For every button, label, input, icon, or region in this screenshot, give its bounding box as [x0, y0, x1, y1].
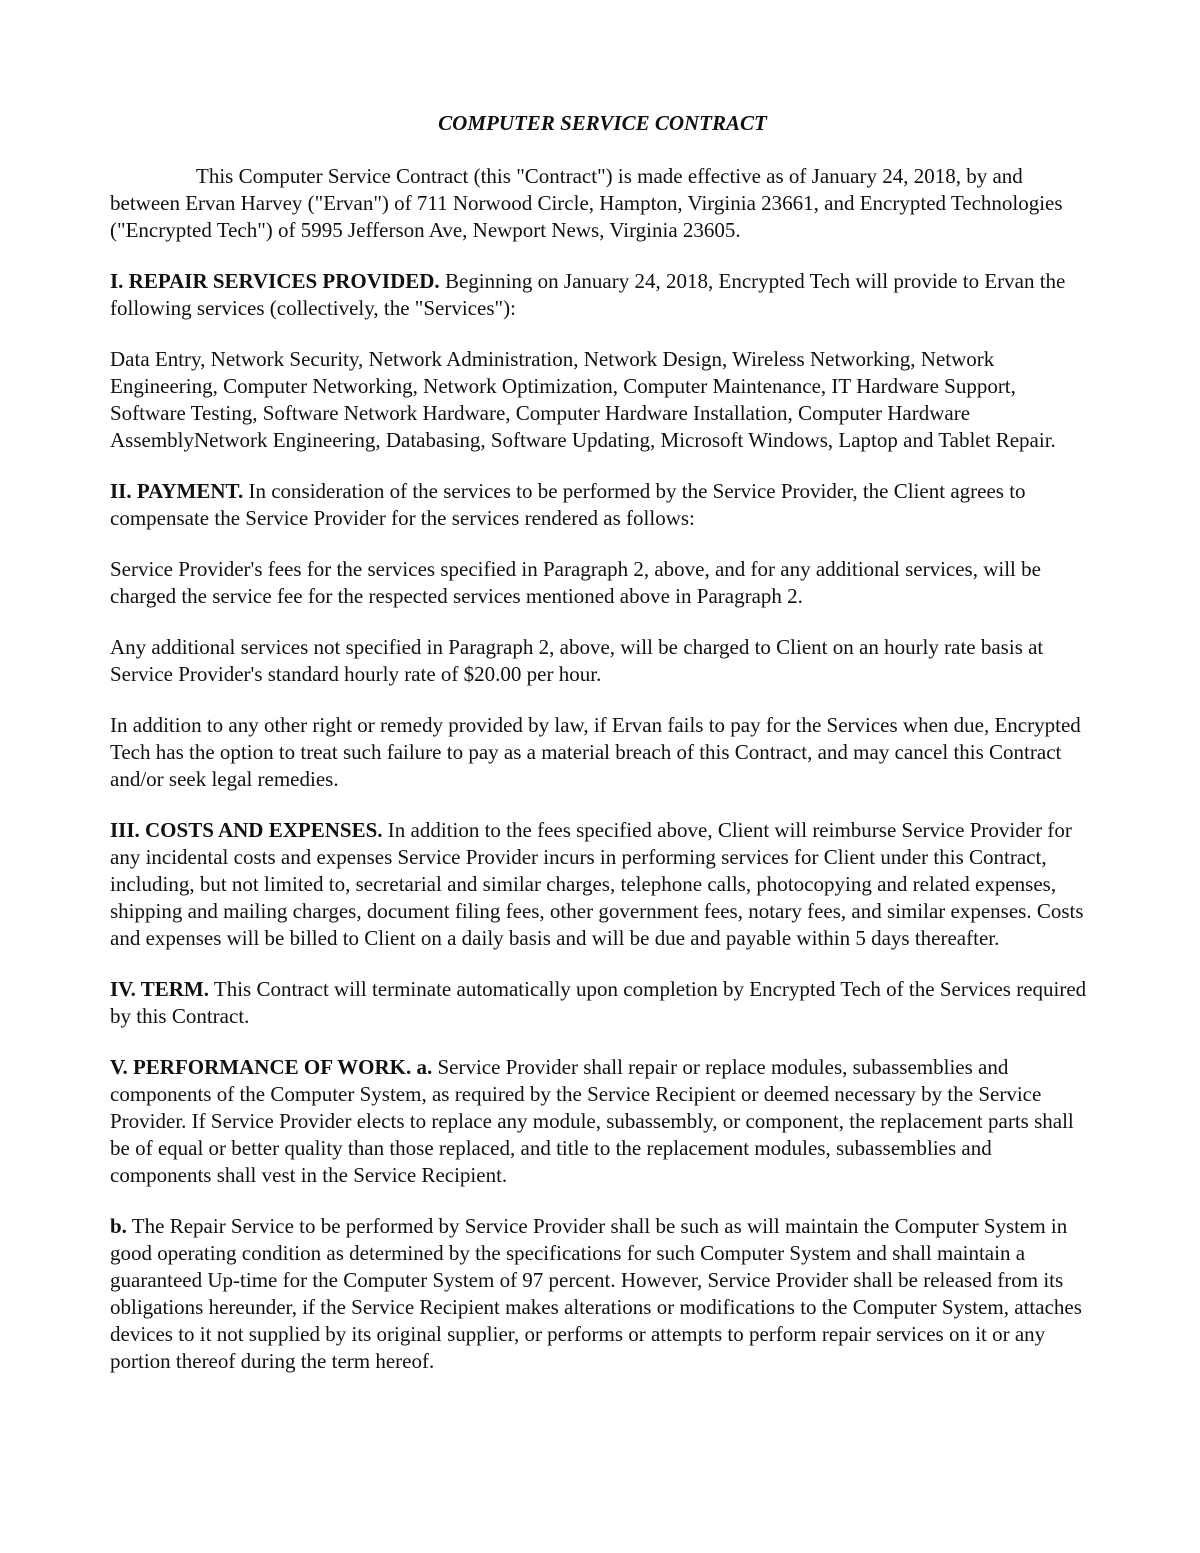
- section-heading: III. COSTS AND EXPENSES.: [110, 818, 383, 842]
- performance-subsection-b: [110, 1213, 1095, 1375]
- intro-paragraph: This Computer Service Contract (this "Contract") is made effective as of January 24, 2018, by and between Ervan Harvey ("Ervan") of 711 Norwood Circle, Hampton, Virginia 23661, and Encrypted Technologies ("Encrypted Tech") of 5995 Jefferson Ave, Newport News, Virginia 23605.: [110, 164, 1063, 242]
- payment-fees-paragraph: Service Provider's fees for the services specified in Paragraph 2, above, and for any additional services, will be charged the service fee for the respected services mentioned above in Paragraph 2.: [110, 557, 1041, 608]
- section-text: Service Provider shall repair or replace modules, subassemblies and components of the Computer System, as required by the Service Recipient or deemed necessary by the Service Provider. If Service Provider elects to replace any module, subassembly, or component, the replacement parts shall be of equal or better quality than those replaced, and title to the replacement modules, subassemblies and components shall vest in the Service Recipient.: [110, 1055, 1074, 1187]
- section-heading: II. PAYMENT.: [110, 479, 244, 503]
- document-page: [110, 110, 1095, 1399]
- section-costs-expenses: [110, 817, 1095, 952]
- section-repair-services: [110, 268, 1095, 322]
- section-heading: V. PERFORMANCE OF WORK. a.: [110, 1055, 433, 1079]
- section-term: [110, 976, 1095, 1030]
- section-heading: I. REPAIR SERVICES PROVIDED.: [110, 269, 440, 293]
- section-text: In addition to the fees specified above, Client will reimburse Service Provider for any incidental costs and expenses Service Provider incurs in performing services for Client under this Contract, including, but not limited to, secretarial and similar charges, telephone calls, photocopying and related expenses, shipping and mailing charges, document filing fees, other government fees, notary fees, and similar expenses. Costs and expenses will be billed to Client on a daily basis and will be due and payable within 5 days thereafter.: [110, 818, 1084, 950]
- section-text: This Contract will terminate automatically upon completion by Encrypted Tech of the Services required by this Contract.: [110, 977, 1087, 1028]
- section-performance-of-work: [110, 1054, 1095, 1189]
- subsection-heading: b.: [110, 1214, 127, 1238]
- section-heading: IV. TERM.: [110, 977, 210, 1001]
- subsection-text: The Repair Service to be performed by Service Provider shall be such as will maintain the Computer System in good operating condition as determined by the specifications for such Computer System and shall maintain a guaranteed Up-time for the Computer System of 97 percent. However, Service Provider shall be released from its obligations hereunder, if the Service Recipient makes alterations or modifications to the Computer System, attaches devices to it not supplied by its original supplier, or performs or attempts to perform repair services on it or any portion thereof during the term hereof.: [110, 1214, 1082, 1373]
- payment-hourly-paragraph: Any additional services not specified in Paragraph 2, above, will be charged to Client on an hourly rate basis at Service Provider's standard hourly rate of $20.00 per hour.: [110, 635, 1044, 686]
- payment-breach-paragraph: In addition to any other right or remedy provided by law, if Ervan fails to pay for the Services when due, Encrypted Tech has the option to treat such failure to pay as a material breach of this Contract, and may cancel this Contract and/or seek legal remedies.: [110, 713, 1081, 791]
- services-list-paragraph: Data Entry, Network Security, Network Administration, Network Design, Wireless Networking, Network Engineering, Computer Networking, Network Optimization, Computer Maintenance, IT Hardware Support, Software Testing, Software Network Hardware, Computer Hardware Installation, Computer Hardware AssemblyNetwork Engineering, Databasing, Software Updating, Microsoft Windows, Laptop and Tablet Repair.: [110, 347, 1056, 452]
- section-payment: [110, 478, 1095, 532]
- document-title: COMPUTER SERVICE CONTRACT: [438, 111, 767, 135]
- section-text: In consideration of the services to be performed by the Service Provider, the Client agrees to compensate the Service Provider for the services rendered as follows:: [110, 479, 1026, 530]
- section-text: Beginning on January 24, 2018, Encrypted Tech will provide to Ervan the following services (collectively, the "Services"):: [110, 269, 1066, 320]
